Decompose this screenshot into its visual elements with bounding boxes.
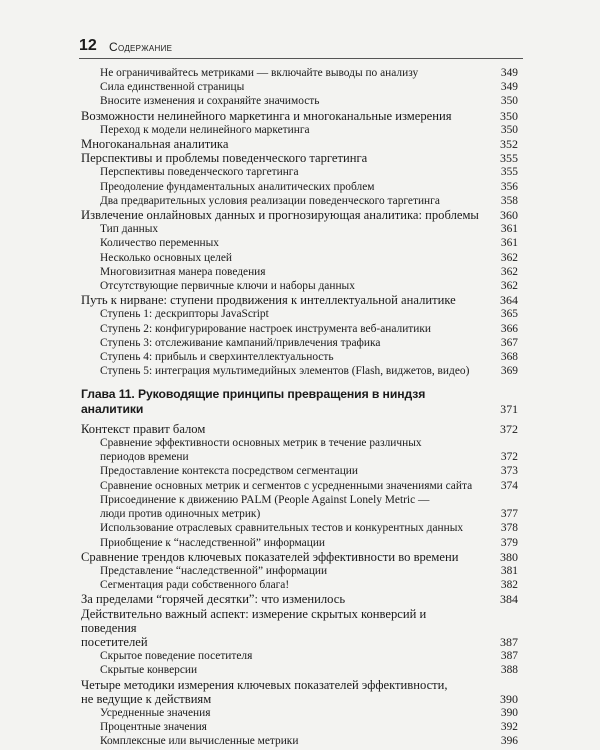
toc-entry bbox=[81, 151, 518, 165]
running-head: Содержание bbox=[109, 40, 173, 54]
toc-page-number: 373 bbox=[500, 465, 518, 478]
toc-entry-title: Сравнение основных метрик и сегментов с усредненными значениями сайта bbox=[100, 479, 473, 492]
toc-entry-title: Контекст правит балом bbox=[81, 421, 206, 436]
toc-entry bbox=[81, 66, 518, 80]
toc-entry-title: Ступень 4: прибыль и сверхинтеллектуальность bbox=[100, 351, 334, 364]
toc-entry bbox=[81, 336, 518, 350]
toc-entry bbox=[81, 364, 518, 378]
toc-entry bbox=[81, 720, 518, 734]
toc-page-number: 388 bbox=[500, 664, 518, 677]
toc-page-number: 350 bbox=[500, 108, 518, 123]
toc-page-number: 361 bbox=[500, 237, 518, 250]
toc-entry-title: Тип данных bbox=[100, 223, 159, 236]
toc-entry bbox=[81, 564, 518, 578]
toc-entry bbox=[81, 251, 518, 265]
toc-entry-title: Ступень 2: конфигурирование настроек инструмента веб-аналитики bbox=[100, 322, 431, 335]
toc-page-number: 367 bbox=[500, 336, 518, 349]
toc-entry-title: Сегментация ради собственного блага! bbox=[100, 579, 290, 592]
toc-entry bbox=[81, 180, 518, 194]
toc-page-number: 362 bbox=[500, 280, 518, 293]
toc-page-number: 358 bbox=[500, 194, 518, 207]
toc-entry bbox=[81, 265, 518, 279]
toc-page-number: 384 bbox=[500, 592, 518, 607]
toc-page-number: 349 bbox=[500, 67, 518, 79]
toc-entry bbox=[81, 734, 518, 748]
toc-entry bbox=[81, 322, 518, 336]
toc-entry-title: Действительно важный аспект: измерение скрытых конверсий и поведения посетителей bbox=[81, 606, 427, 649]
toc-entry-title: За пределами “горячей десятки”: что изменилось bbox=[81, 592, 346, 607]
toc-entry bbox=[81, 536, 518, 550]
toc-entry-title: Скрытое поведение посетителя bbox=[100, 650, 253, 663]
toc-entry-title: Сила единственной страницы bbox=[100, 81, 245, 94]
toc-page-number: 374 bbox=[500, 479, 518, 492]
toc-entry bbox=[81, 350, 518, 364]
toc-entry-title: Четыре методики измерения ключевых показателей эффективности, не ведущие к действиям bbox=[81, 677, 448, 706]
toc-page-number: 368 bbox=[500, 351, 518, 364]
toc-entry bbox=[81, 137, 518, 151]
toc-page-number: 361 bbox=[500, 223, 518, 236]
toc-entry-title: Ступень 3: отслеживание кампаний/привлечения трафика bbox=[100, 336, 381, 349]
toc-entry bbox=[81, 165, 518, 179]
toc-page-number: 364 bbox=[500, 293, 518, 308]
toc-entry-title: Представление “наследственной” информации bbox=[100, 564, 328, 577]
toc-entry-title: Два предварительных условия реализации поведенческого таргетинга bbox=[100, 194, 440, 207]
toc-page-number: 355 bbox=[500, 166, 518, 179]
toc-page-number: 372 bbox=[500, 451, 518, 464]
toc-page-number: 366 bbox=[500, 322, 518, 335]
toc-entry-title: Глава 11. Руководящие принципы превращения в ниндзя аналитики bbox=[81, 387, 426, 416]
toc-entry-title: Скрытые конверсии bbox=[100, 664, 198, 677]
toc-entry bbox=[81, 678, 518, 706]
toc-entry-title: Ступень 1: дескрипторы JavaScript bbox=[100, 308, 269, 321]
toc-entry-title: Усредненные значения bbox=[100, 706, 211, 719]
toc-entry-title: Сравнение эффективности основных метрик в течение различных периодов времени bbox=[100, 437, 422, 464]
toc-page-number: 360 bbox=[500, 208, 518, 223]
toc-entry bbox=[81, 307, 518, 321]
toc-entry bbox=[81, 521, 518, 535]
toc-entry-title: Несколько основных целей bbox=[100, 251, 232, 264]
toc-entry-title: Не ограничивайтесь метриками — включайте выводы по анализу bbox=[100, 67, 419, 79]
toc-entry-title: Сравнение трендов ключевых показателей эффективности во времени bbox=[81, 549, 459, 564]
toc-entry-title: Использование отраслевых сравнительных тестов и конкурентных данных bbox=[100, 522, 464, 535]
toc-entry-title: Приобщение к “наследственной” информации bbox=[100, 536, 326, 549]
toc-entry-title: Извлечение онлайновых данных и прогнозирующая аналитика: проблемы bbox=[81, 208, 479, 223]
toc-entry-title: Многоканальная аналитика bbox=[81, 137, 229, 152]
toc-page-number: 380 bbox=[500, 549, 518, 564]
toc-entry bbox=[81, 94, 518, 108]
toc-entry-title: Количество переменных bbox=[100, 237, 220, 250]
toc-entry bbox=[81, 479, 518, 493]
toc-page-number: 379 bbox=[500, 536, 518, 549]
toc-entry bbox=[81, 222, 518, 236]
toc-entry bbox=[81, 109, 518, 123]
toc-page-number: 381 bbox=[500, 564, 518, 577]
toc-page-number: 369 bbox=[500, 365, 518, 378]
toc-entry-title: Возможности нелинейного маркетинга и многоканальные измерения bbox=[81, 108, 452, 123]
table-of-contents bbox=[81, 66, 518, 749]
toc-page-number: 356 bbox=[500, 180, 518, 193]
toc-entry-title: Отсутствующие первичные ключи и наборы данных bbox=[100, 280, 355, 293]
toc-page-number: 390 bbox=[500, 706, 518, 719]
toc-entry-title: Предоставление контекста посредством сегментации bbox=[100, 465, 358, 478]
toc-entry-title: Вносите изменения и сохраняйте значимость bbox=[100, 95, 320, 108]
toc-page-number: 365 bbox=[500, 308, 518, 321]
toc-entry bbox=[81, 607, 518, 650]
toc-entry-title: Многовизитная манера поведения bbox=[100, 265, 266, 278]
toc-entry bbox=[81, 706, 518, 720]
toc-page-number: 392 bbox=[500, 721, 518, 734]
page-header bbox=[79, 36, 523, 59]
toc-entry-title: Ступень 5: интеграция мультимедийных элементов (Flash, виджетов, видео) bbox=[100, 365, 470, 378]
toc-page-number: 377 bbox=[500, 508, 518, 521]
toc-page-number: 362 bbox=[500, 251, 518, 264]
toc-page-number: 349 bbox=[500, 81, 518, 94]
toc-page-number: 372 bbox=[500, 421, 518, 436]
toc-page-number: 355 bbox=[500, 151, 518, 166]
toc-entry-title: Путь к нирване: ступени продвижения к интеллектуальной аналитике bbox=[81, 293, 456, 308]
toc-entry bbox=[81, 663, 518, 677]
toc-entry bbox=[81, 493, 518, 521]
toc-page-number: 350 bbox=[500, 123, 518, 136]
toc-page-number: 362 bbox=[500, 265, 518, 278]
toc-page-number: 382 bbox=[500, 579, 518, 592]
toc-entry bbox=[81, 236, 518, 250]
toc-entry-title: Комплексные или вычисленные метрики bbox=[100, 735, 299, 748]
toc-entry bbox=[81, 194, 518, 208]
toc-page-number: 371 bbox=[500, 401, 518, 416]
toc-entry bbox=[81, 592, 518, 606]
toc-chapter-entry bbox=[81, 387, 518, 415]
toc-page-number: 378 bbox=[500, 522, 518, 535]
toc-entry-title: Переход к модели нелинейного маркетинга bbox=[100, 123, 310, 136]
toc-entry bbox=[81, 208, 518, 222]
toc-entry bbox=[81, 578, 518, 592]
toc-entry bbox=[81, 123, 518, 137]
toc-entry-title: Присоединение к движению PALM (People Against Lonely Metric — люди против одиночных метрик) bbox=[100, 493, 430, 521]
toc-entry bbox=[81, 436, 518, 464]
toc-entry-title: Процентные значения bbox=[100, 721, 207, 734]
toc-entry-title: Перспективы поведенческого таргетинга bbox=[100, 166, 299, 179]
page-number: 12 bbox=[79, 37, 97, 54]
toc-entry bbox=[81, 80, 518, 94]
toc-entry bbox=[81, 464, 518, 478]
toc-page-number: 387 bbox=[500, 650, 518, 663]
toc-entry bbox=[81, 279, 518, 293]
toc-entry bbox=[81, 422, 518, 436]
toc-page-number: 396 bbox=[500, 735, 518, 748]
toc-entry-title: Преодоление фундаментальных аналитических проблем bbox=[100, 180, 375, 193]
toc-entry-title: Перспективы и проблемы поведенческого таргетинга bbox=[81, 151, 368, 166]
toc-page-number: 350 bbox=[500, 95, 518, 108]
toc-entry bbox=[81, 293, 518, 307]
toc-entry bbox=[81, 550, 518, 564]
toc-page-number: 387 bbox=[500, 634, 518, 649]
toc-entry bbox=[81, 649, 518, 663]
toc-page-number: 390 bbox=[500, 691, 518, 706]
toc-page-number: 352 bbox=[500, 137, 518, 152]
